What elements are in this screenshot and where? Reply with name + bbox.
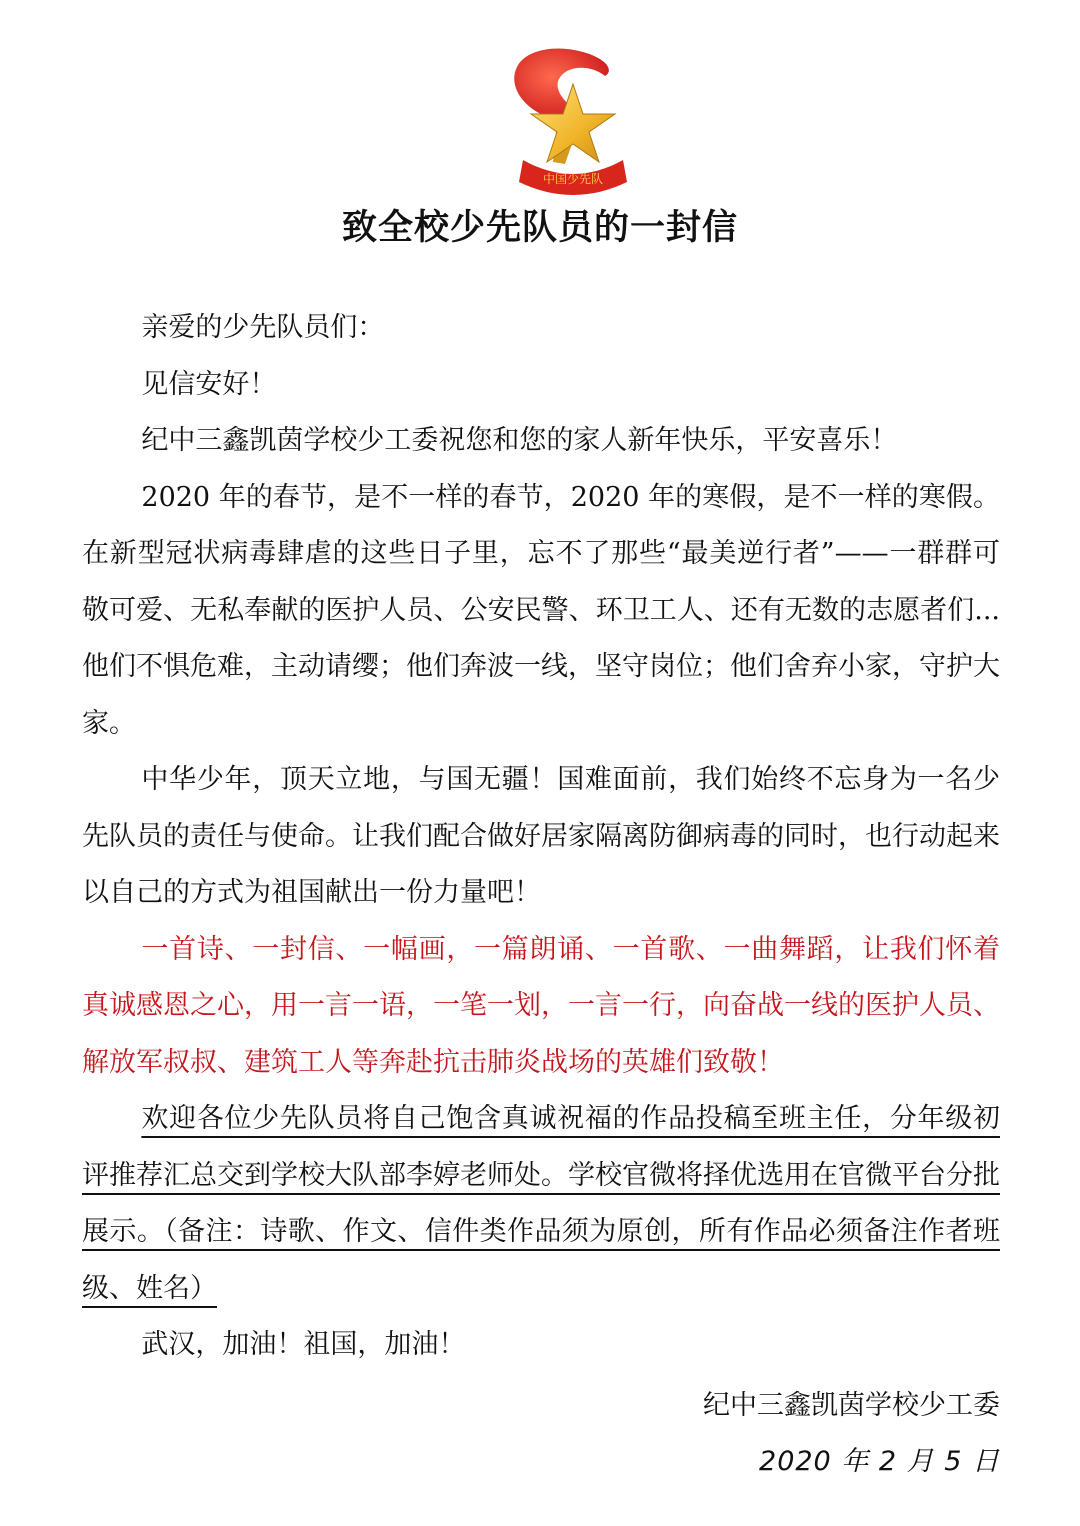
- young-pioneers-emblem: [495, 42, 635, 202]
- signature-org: 纪中三鑫凯茵学校少工委: [703, 1390, 1000, 1421]
- ribbon-text: 中国少先队: [542, 172, 604, 186]
- new-year-wishes: 纪中三鑫凯茵学校少工委祝您和您的家人新年快乐，平安喜乐！: [141, 425, 898, 456]
- signature-block: [703, 1378, 1000, 1490]
- greeting: 亲爱的少先队员们：: [141, 312, 385, 343]
- slogan: 武汉，加油！祖国，加油！: [141, 1329, 466, 1360]
- paragraph-tribute: 一首诗、一封信、一幅画，一篇朗诵、一首歌、一曲舞蹈，让我们怀着真诚感恩之心，用一言一语，一笔一划，一言一行，向奋战一线的医护人员、解放军叔叔、建筑工人等奔赴抗击肺炎战场的英雄们致敬！: [82, 933, 1000, 1078]
- letter-body: [82, 300, 1000, 1374]
- paragraph-mission: 中华少年，顶天立地，与国无疆！国难面前，我们始终不忘身为一名少先队员的责任与使命。让我们配合做好居家隔离防御病毒的同时，也行动起来以自己的方式为祖国献出一份力量吧！: [82, 764, 1000, 908]
- torch-flame-icon: [514, 48, 609, 120]
- paragraph-submission: 欢迎各位少先队员将自己饱含真诚祝福的作品投稿至班主任，分年级初评推荐汇总交到学校大队部李婷老师处。学校官微将择优选用在官微平台分批展示。（备注：诗歌、作文、信件类作品须为原创，所有作品必须备注作者班级、姓名）: [82, 1103, 1000, 1304]
- letter-title: 致全校少先队员的一封信: [341, 208, 738, 248]
- signature-date: 2020 年 2 月 5 日: [759, 1446, 1000, 1477]
- paragraph-heroes: 2020 年的春节，是不一样的春节，2020 年的寒假，是不一样的寒假。在新型冠状病毒肆虐的这些日子里，忘不了那些“最美逆行者”——一群群可敬可爱、无私奉献的医护人员、公安民警、环卫工人、还有无数的志愿者们...他们不惧危难，主动请缨；他们奔波一线，坚守岗位；他们舍弃小家，守护大家。: [82, 481, 1000, 739]
- salutation: 见信安好！: [141, 368, 277, 400]
